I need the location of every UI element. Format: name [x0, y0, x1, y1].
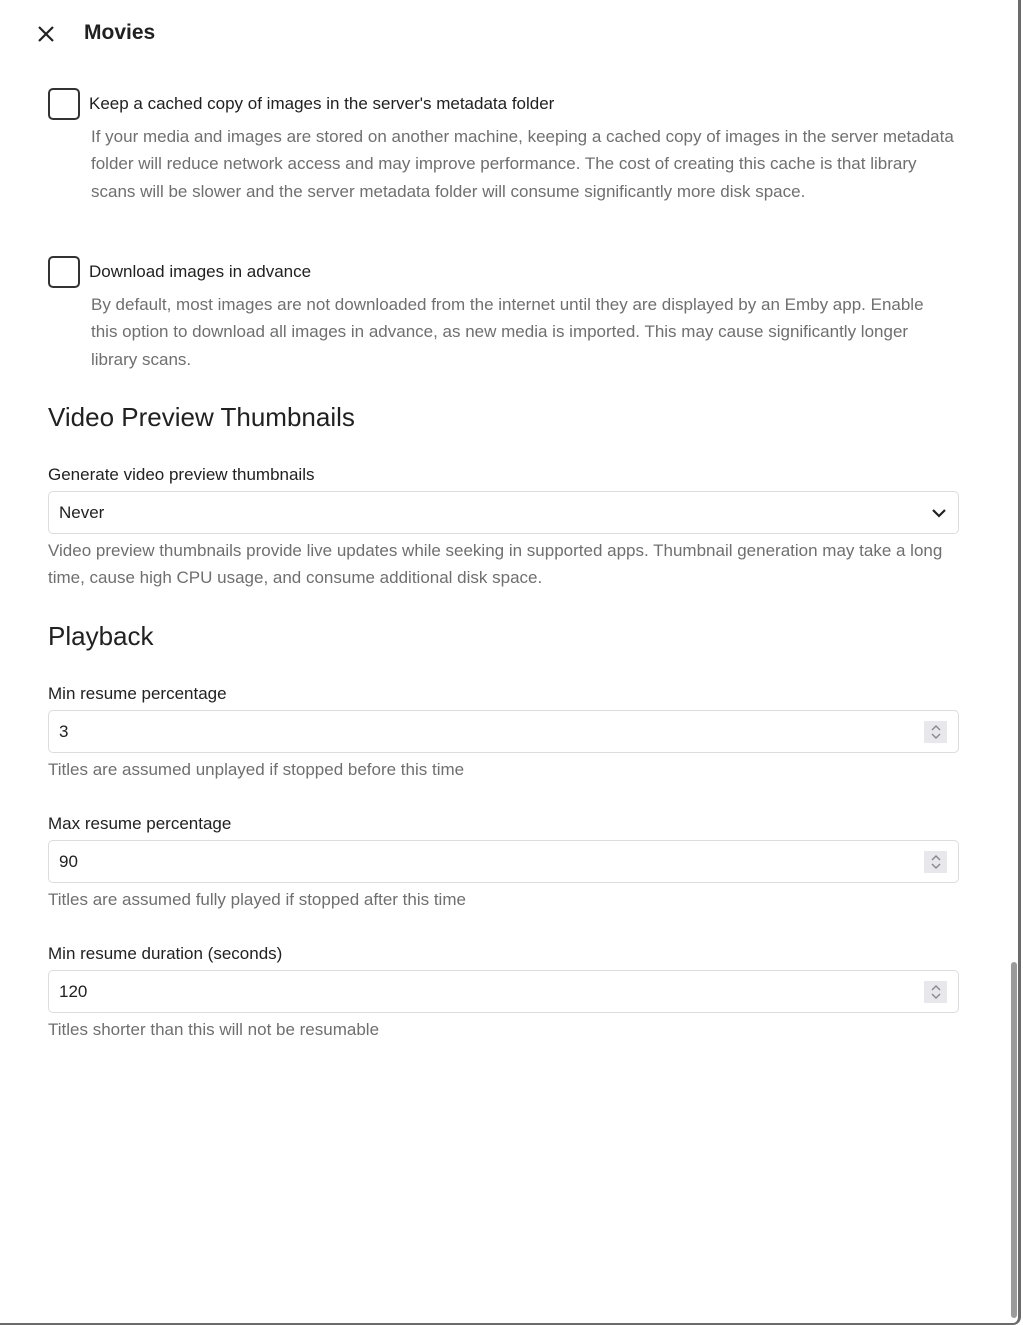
download-images-description: By default, most images are not downloaded from the internet until they are displayed by an Emby app. Enable this option to download all images in advance, as new media is imported. This may cause significantly longer library scans. — [91, 295, 924, 369]
number-spinner[interactable] — [924, 851, 947, 873]
download-images-checkbox[interactable] — [48, 256, 80, 288]
thumbnails-select[interactable] — [48, 491, 959, 534]
number-spinner[interactable] — [924, 721, 947, 743]
min-resume-duration-hint: Titles shorter than this will not be resumable — [48, 1020, 380, 1039]
spinner-arrows-icon — [930, 854, 942, 870]
max-resume-pct-input[interactable] — [48, 840, 959, 883]
number-spinner[interactable] — [924, 981, 947, 1003]
spinner-arrows-icon — [930, 984, 942, 1000]
min-resume-pct-input[interactable] — [48, 710, 959, 753]
min-resume-duration-input[interactable] — [48, 970, 959, 1013]
cache-images-option[interactable] — [48, 88, 554, 120]
min-resume-pct-value: 3 — [59, 721, 69, 741]
download-images-label: Download images in advance — [89, 262, 312, 281]
thumbnails-hint: Video preview thumbnails provide live updates while seeking in supported apps. Thumbnail generation may take a long time, cause high CPU usage, and consume additional disk space. — [48, 541, 943, 588]
dialog-header — [0, 0, 1000, 68]
playback-heading: Playback — [48, 621, 154, 651]
cache-images-label: Keep a cached copy of images in the server's metadata folder — [89, 94, 555, 113]
min-resume-duration-value: 120 — [59, 981, 88, 1001]
thumbnails-select-value: Never — [59, 502, 105, 522]
min-resume-pct-label: Min resume percentage — [48, 684, 227, 703]
thumbnails-label: Generate video preview thumbnails — [48, 465, 315, 484]
thumbnails-heading: Video Preview Thumbnails — [48, 402, 355, 432]
chevron-down-icon — [930, 504, 948, 522]
max-resume-pct-hint: Titles are assumed fully played if stopped after this time — [48, 890, 466, 909]
download-images-option[interactable] — [48, 256, 311, 288]
cache-images-description: If your media and images are stored on another machine, keeping a cached copy of images in the server metadata folder will reduce network access and may improve performance. The cost of creating this cache is that library scans will be slower and the server metadata folder will consume significantly more disk space. — [91, 127, 954, 201]
min-resume-duration-label: Min resume duration (seconds) — [48, 944, 283, 963]
max-resume-pct-label: Max resume percentage — [48, 814, 232, 833]
spinner-arrows-icon — [930, 724, 942, 740]
cache-images-checkbox[interactable] — [48, 88, 80, 120]
close-icon[interactable] — [34, 22, 58, 46]
max-resume-pct-value: 90 — [59, 851, 78, 871]
dialog-title: Movies — [84, 21, 156, 44]
scrollbar-thumb[interactable] — [1011, 962, 1017, 1318]
min-resume-pct-hint: Titles are assumed unplayed if stopped before this time — [48, 760, 465, 779]
